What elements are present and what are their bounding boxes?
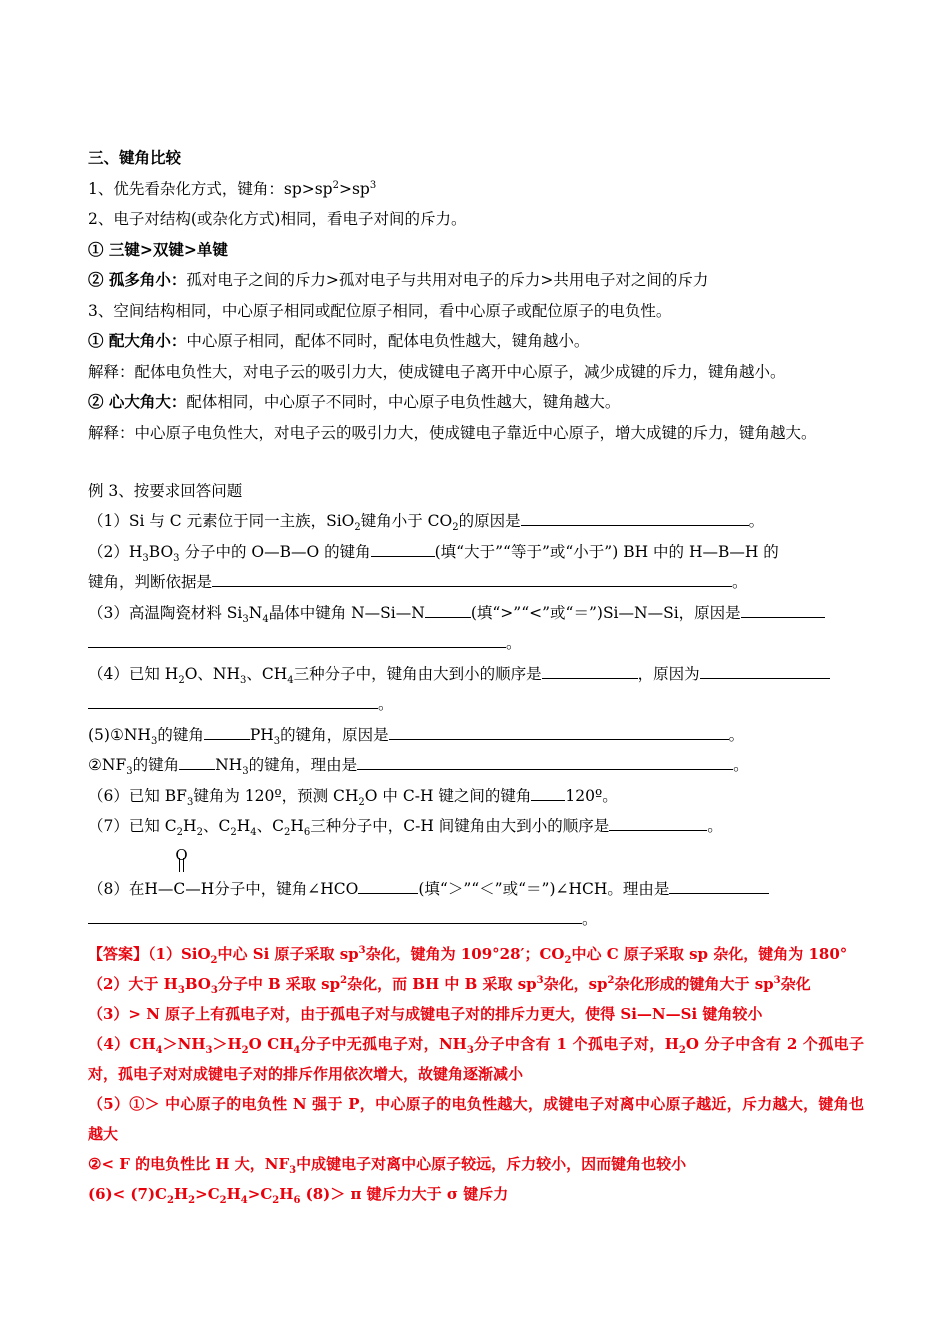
answer-blank[interactable] xyxy=(88,631,506,648)
rule-2: 2、电子对结构(或杂化方式)相同，看电子对间的斥力。 xyxy=(88,210,467,228)
answer-blank[interactable] xyxy=(358,877,418,894)
rule-1: 1、优先看杂化方式，键角：$sp>sp^2>sp^3$ xyxy=(88,179,377,198)
answer-3: （3）> N 原子上有孤电子对，由于孤电子对与成键电子对的排斥力更大，使得 Si—N—Si 键角较小 xyxy=(88,1004,763,1023)
question-1: （1）Si 与 C 元素位于同一主族，SiO$_2$键角小于 $CO_2$的原因是 。 xyxy=(88,506,864,537)
answer-blank[interactable] xyxy=(389,723,729,740)
rule-2-2: ② 孤多角小：孤对电子之间的斥力>孤对电子与共用对电子的斥力>共用电子对之间的斥力 xyxy=(88,270,709,289)
answer-blank[interactable] xyxy=(371,540,435,557)
answer-4: $(4)CH_4>NH_3>H_2O$ $CH_4$分子中无孤电子对，$NH_3$分子中含有 1 个孤电子对，$H_2O$ 分子中含有 2 个孤电子对，孤电子对对成键电子对的排斥作用依次增大，故键角逐渐减小 xyxy=(88,1034,864,1083)
answer-6: ②< F 的电负性比 H 大，$NF_3$中成键电子对离中心原子较远，斥力较小，因而键角也较小 xyxy=(88,1154,687,1176)
answer-7: $(6)< (7)C_2H_2>C_2H_4>C_2H_6$ (8)＞ π 键斥力大于 σ 键斥力 xyxy=(88,1184,509,1206)
answer-blank[interactable] xyxy=(700,662,830,679)
question-2-cont: 键角，判断依据是 。 xyxy=(88,567,864,598)
rule-3: 3、空间结构相同，中心原子相同或配位原子相同，看中心原子或配位原子的电负性。 xyxy=(88,301,672,320)
question-4-cont: 。 xyxy=(88,689,864,720)
answer-blank[interactable] xyxy=(531,784,565,801)
answer-blank[interactable] xyxy=(88,907,582,924)
explanation-2: 解释：中心原子电负性大，对电子云的吸引力大，使成键电子靠近中心原子，增大成键的斥力，键角越大。 xyxy=(88,423,817,442)
formaldehyde-structure: O H—C—H xyxy=(144,845,215,898)
answer-blank[interactable] xyxy=(609,814,707,831)
document-body xyxy=(88,143,864,1209)
answer-5: （5）①＞ 中心原子的电负性 N 强于 P，中心原子的电负性越大，成键电子对离中心原子越近，斥力越大，键角也越大 xyxy=(88,1094,864,1143)
answer-section xyxy=(88,939,864,1209)
answer-blank[interactable] xyxy=(212,570,732,587)
question-4: （4）已知 $H_2O$、$NH_3$、$CH_4$三种分子中，键角由大到小的顺序是 ，原因为 xyxy=(88,659,864,690)
answer-blank[interactable] xyxy=(521,509,749,526)
rule-3-1: ① 配大角小：中心原子相同，配体不同时，配体电负性越大，键角越小。 xyxy=(88,331,590,350)
question-8-cont: 。 xyxy=(88,904,864,935)
answer-1: 【答案】（1）SiO$_2$中心 Si 原子采取 $sp^3$杂化，键角为 109°28′；$CO_2$中心 C 原子采取 sp 杂化，键角为 180° xyxy=(88,944,848,966)
rule-3-2: ② 心大角大：配体相同，中心原子不同时，中心原子电负性越大，键角越大。 xyxy=(88,392,621,411)
answer-blank[interactable] xyxy=(88,692,378,709)
rule-2-1: ① 三键>双键>单键 xyxy=(88,239,228,259)
section-title: 三、键角比较 xyxy=(88,148,182,167)
explanation-1: 解释：配体电负性大，对电子云的吸引力大，使成键电子离开中心原子，减少成键的斥力，键角越小。 xyxy=(88,362,786,381)
question-7: （7）已知 $C_2H_2$、$C_2H_4$、$C_2H_6$三种分子中，C-H 间键角由大到小的顺序是 。 xyxy=(88,811,864,842)
answer-blank[interactable] xyxy=(204,723,250,740)
answer-blank[interactable] xyxy=(669,877,769,894)
answer-2: （2）大于 $H_3BO_3$分子中 B 采取 $sp^2$杂化，而 BH 中 B 采取 $sp^3$杂化，$sp^2$杂化形成的键角大于 $sp^3$杂化 xyxy=(88,974,811,996)
question-8: （8）在 O H—C—H分子中，键角∠HCO (填“＞”“＜”或“＝”)∠HCH。理由是 xyxy=(88,874,864,905)
question-5-2: $②NF_3$的键角 $NH_3$的键角，理由是 。 xyxy=(88,750,864,781)
question-6: （6）已知 $BF_3$键角为 120º，预测 $CH_2O$ 中 C-H 键之间的键角 120º。 xyxy=(88,781,864,812)
question-5-1: $(5)①NH_3$的键角 $PH_3$的键角，原因是 。 xyxy=(88,720,864,751)
question-3: （3）高温陶瓷材料 $Si_3N_4$晶体中键角 N—Si—N (填“>”“<”或“＝”)Si—N—Si，原因是 xyxy=(88,598,864,629)
answer-blank[interactable] xyxy=(741,601,825,618)
example-title: 例 3、按要求回答问题 xyxy=(88,481,243,500)
question-2: $(2)H_3BO_3$ 分子中的 O—B—O 的键角 (填“大于”“等于”或“小于”) BH 中的 H—B—H 的 xyxy=(88,537,864,568)
answer-blank[interactable] xyxy=(542,662,638,679)
answer-blank[interactable] xyxy=(357,753,733,770)
question-3-cont: 。 xyxy=(88,628,864,659)
answer-blank[interactable] xyxy=(425,601,471,618)
answer-blank[interactable] xyxy=(179,753,215,770)
